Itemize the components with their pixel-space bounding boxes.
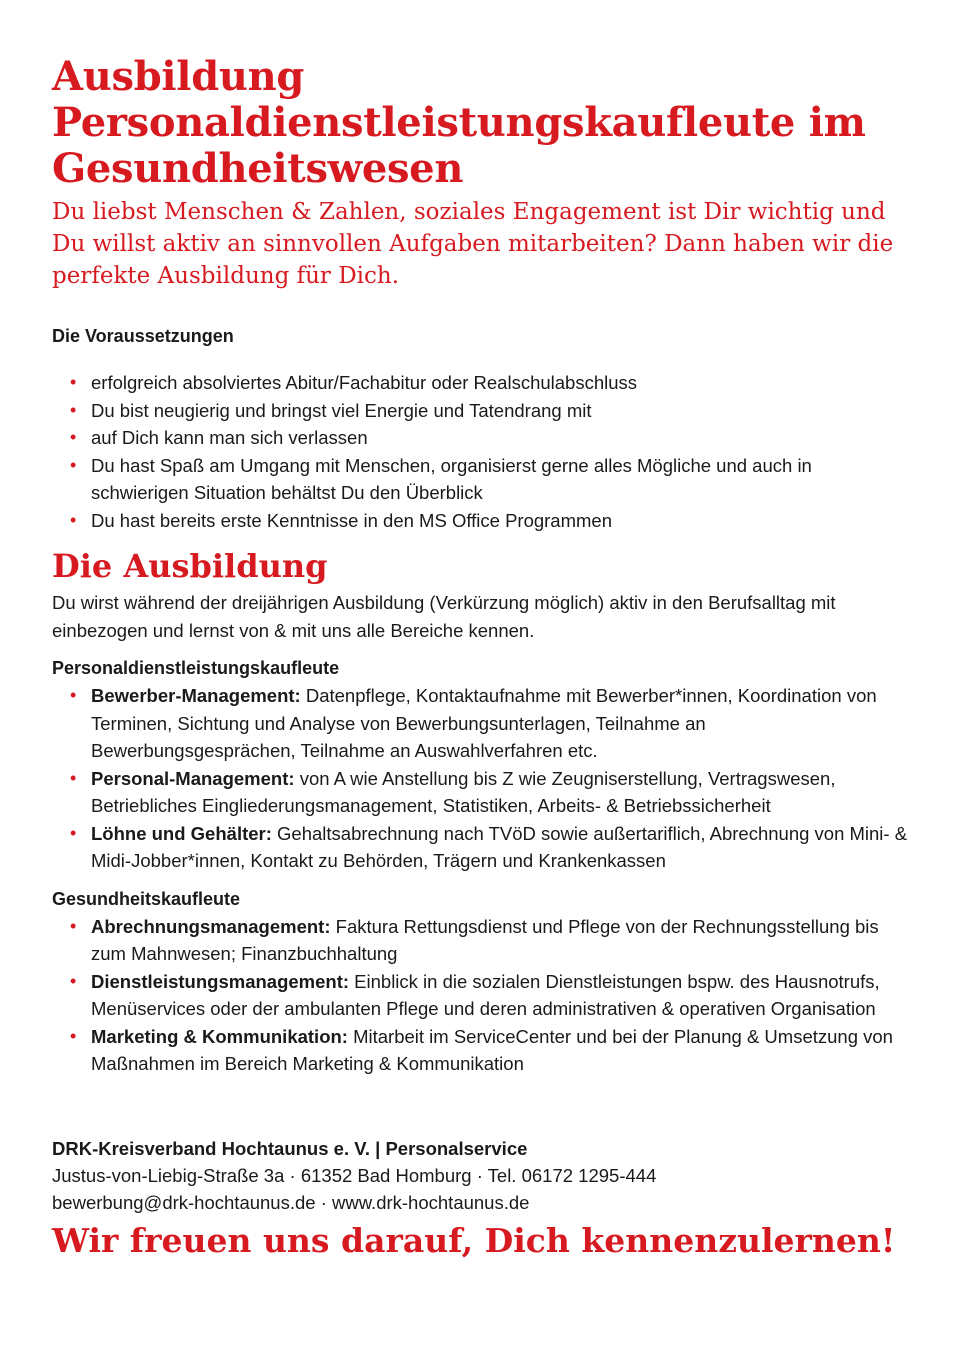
intro-line: perfekte Ausbildung für Dich. (52, 263, 400, 289)
list-item (52, 820, 912, 875)
training-heading: Die Ausbildung (52, 547, 328, 585)
training-description: Du wirst während der dreijährigen Ausbildung (Verkürzung möglich) aktiv in den Berufsalltag mit einbezogen und lernst von & mit uns alle Bereiche kennen. (52, 592, 836, 641)
list-item: • Du hast bereits erste Kenntnisse in den MS Office Programmen (52, 507, 912, 535)
list-item (52, 913, 912, 968)
item-term: Abrechnungsmanagement: (91, 915, 331, 937)
item-text: Gehaltsabrechnung nach TVöD sowie außertariflich, Abrechnung von Mini- & Midi-Jobber*innen, Kontakt zu Behörden, Trägern und Krankenkassen (91, 822, 908, 871)
item-term: Dienstleistungsmanagement: (91, 970, 350, 992)
title-line: Gesundheitswesen (52, 145, 464, 192)
item-term: Löhne und Gehälter: (91, 822, 272, 844)
intro-line: Du willst aktiv an sinnvollen Aufgaben mitarbeiten? Dann haben wir die (52, 231, 894, 257)
group-list-health (52, 913, 912, 1078)
item-text: Datenpflege, Kontaktaufnahme mit Bewerber*innen, Koordination von Terminen, Sichtung und Analyse von Bewerbungsunterlagen, Teilnahme an Bewerbungsgesprächen, Teilnahme an Auswahlverfahren etc. (91, 685, 877, 761)
requirements-heading: Die Voraussetzungen (52, 326, 234, 346)
list-item: • erfolgreich absolviertes Abitur/Fachabitur oder Realschulabschluss (52, 369, 912, 397)
list-item (52, 968, 912, 1023)
item-term: Personal-Management: (91, 767, 295, 789)
list-item (52, 1023, 912, 1078)
list-item: • Du bist neugierig und bringst viel Energie und Tatendrang mit (52, 397, 912, 425)
page-title (52, 54, 912, 192)
group-heading-health: Gesundheitskaufleute (52, 888, 241, 909)
item-term: Bewerber-Management: (91, 685, 301, 706)
contact-organization: DRK-Kreisverband Hochtaunus e. V. | Personalservice (52, 1137, 528, 1159)
job-posting (52, 54, 912, 1262)
list-item (52, 765, 912, 820)
contact-block (52, 1135, 912, 1216)
closing-line: Wir freuen uns darauf, Dich kennenzulernen! (52, 1220, 896, 1260)
list-item: • Du hast Spaß am Umgang mit Menschen, organisierst gerne alles Mögliche und auch in schwierigen Situation behältst Du den Überblick (52, 452, 912, 507)
list-item: • auf Dich kann man sich verlassen (52, 424, 912, 452)
title-line: Personaldienstleistungskaufleute im (52, 99, 866, 146)
item-term: Marketing & Kommunikation: (91, 1025, 348, 1047)
item-text: von A wie Anstellung bis Z wie Zeugniserstellung, Vertragswesen, Betriebliches Eingliederungsmanagement, Statistiken, Arbeits- & Betriebssicherheit (91, 767, 836, 816)
list-item (52, 682, 912, 765)
requirements-list (52, 369, 912, 534)
title-line: Ausbildung (52, 53, 305, 100)
intro-line: Du liebst Menschen & Zahlen, soziales Engagement ist Dir wichtig und (52, 199, 886, 225)
group-list-personal (52, 682, 912, 875)
item-text: Einblick in die sozialen Dienstleistungen bspw. des Hausnotrufs, Menüservices oder der ambulanten Pflege und deren administrativen & operativen Organisation (91, 970, 880, 1019)
group-heading-personal: Personaldienstleistungskaufleute (52, 658, 340, 678)
item-text: Mitarbeit im ServiceCenter und bei der Planung & Umsetzung von Maßnahmen im Bereich Marketing & Kommunikation (91, 1025, 893, 1074)
item-text: Faktura Rettungsdienst und Pflege von der Rechnungsstellung bis zum Mahnwesen; Finanzbuchhaltung (91, 915, 879, 964)
intro-text (52, 196, 912, 292)
contact-web[interactable]: bewerbung@drk-hochtaunus.de · www.drk-hochtaunus.de (52, 1191, 530, 1213)
contact-address: Justus-von-Liebig-Straße 3a · 61352 Bad Homburg · Tel. 06172 1295-444 (52, 1164, 657, 1186)
